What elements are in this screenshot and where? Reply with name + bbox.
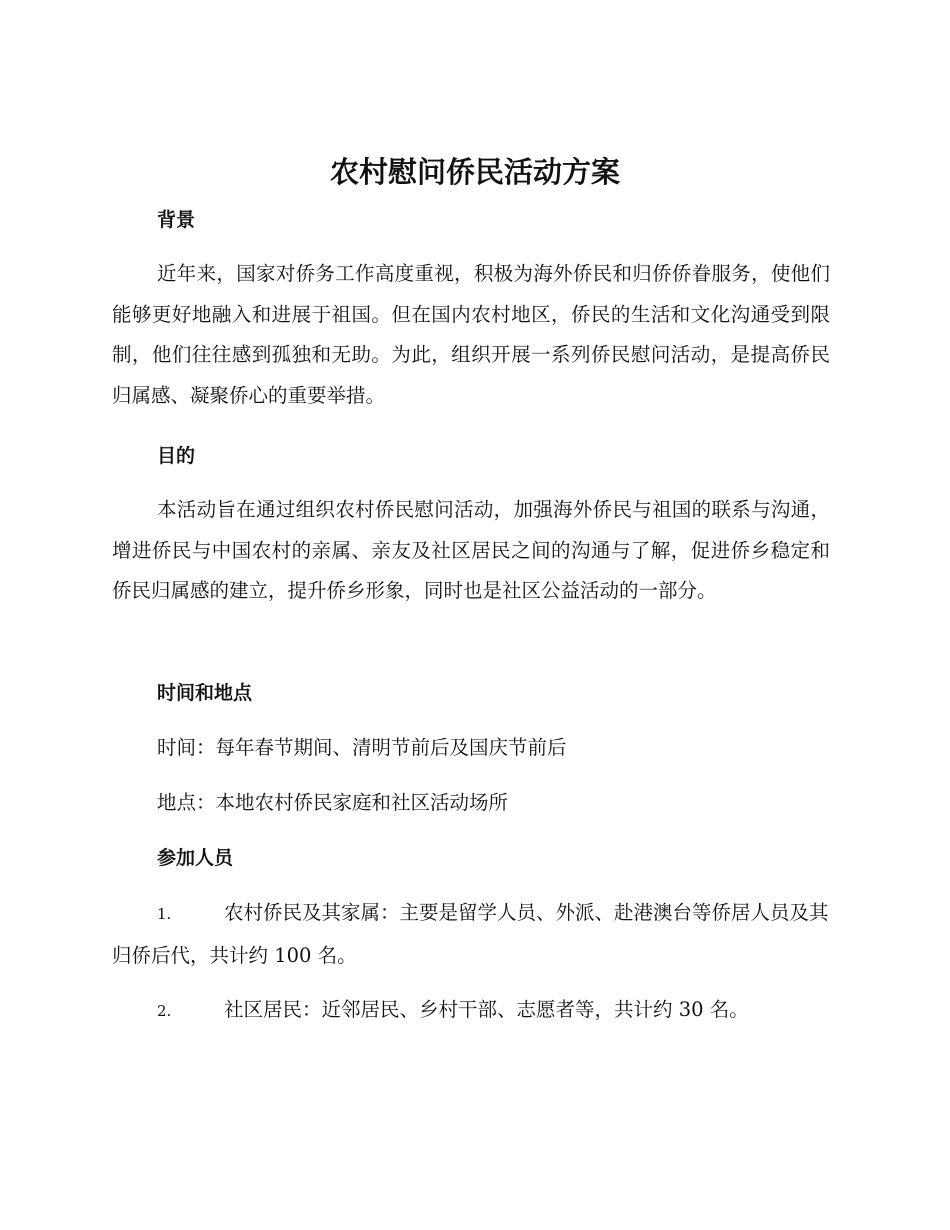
- place-line: 地点：本地农村侨民家庭和社区活动场所: [157, 791, 509, 814]
- list-item-number: 2.: [157, 1002, 172, 1020]
- section-heading-participants: 参加人员: [157, 847, 234, 869]
- section-heading-time-place: 时间和地点: [157, 682, 253, 704]
- list-item-text: 农村侨民及其家属：主要是留学人员、外派、赴港澳台等侨居人员及其归侨后代，共计约 100 名。: [112, 901, 829, 967]
- list-item: [112, 989, 830, 1032]
- section-body-background: 近年来，国家对侨务工作高度重视，积极为海外侨民和归侨侨眷服务，使他们能够更好地融入和进展于祖国。但在国内农村地区，侨民的生活和文化沟通受到限制，他们往往感到孤独和无助。为此，组织开展一系列侨民慰问活动，是提高侨民归属感、凝聚侨心的重要举措。: [112, 262, 830, 407]
- list-item: [112, 892, 830, 977]
- section-body-purpose: 本活动旨在通过组织农村侨民慰问活动，加强海外侨民与祖国的联系与沟通，增进侨民与中国农村的亲属、亲友及社区居民之间的沟通与了解，促进侨乡稳定和侨民归属感的建立，提升侨乡形象，同时也是社区公益活动的一部分。: [112, 498, 830, 603]
- section-heading-background: 背景: [157, 209, 196, 231]
- section-heading-purpose: 目的: [157, 445, 196, 467]
- time-line: 时间：每年春节期间、清明节前后及国庆节前后: [157, 736, 567, 759]
- document-title: 农村慰问侨民活动方案: [329, 155, 620, 189]
- list-item-text: 社区居民：近邻居民、乡村干部、志愿者等，共计约 30 名。: [224, 998, 749, 1021]
- list-item-number: 1.: [157, 905, 172, 923]
